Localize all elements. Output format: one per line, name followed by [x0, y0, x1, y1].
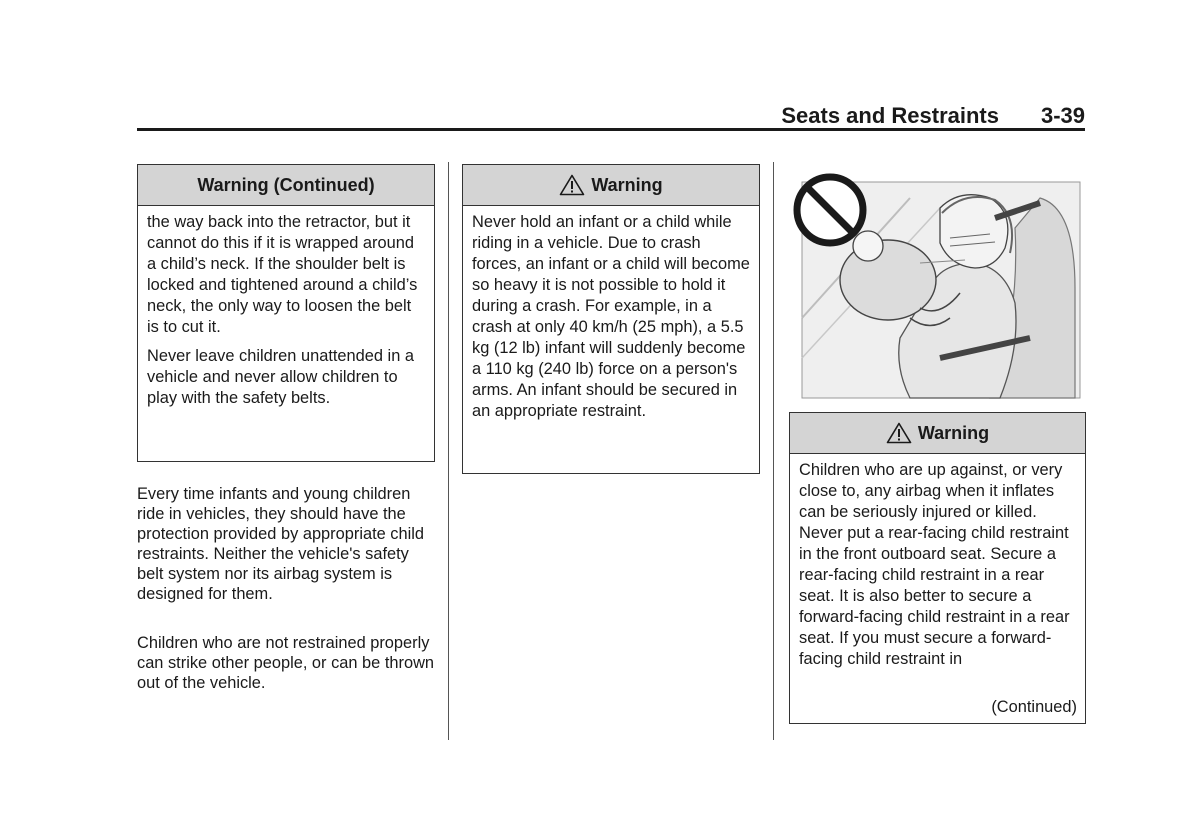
column-divider-1: [448, 162, 449, 740]
warning-airbag-header: [790, 413, 1085, 454]
warning-continued-text-1: the way back into the retractor, but it cannot do this if it is wrapped around a child’s neck. If the shoulder belt is locked and tightened around a child’s neck, the only way to loosen the belt is to cut it.: [147, 213, 418, 336]
warning-infant-text: Never hold an infant or a child while riding in a vehicle. Due to crash forces, an infant or a child will become so heavy it is not possible to hold it during a crash. For example, in a crash at only 40 km/h (25 mph), a 5.5 kg (12 lb) infant will suddenly become a 110 kg (240 lb) force on a person's arms. An infant should be secured in an appropriate restraint.: [472, 213, 750, 420]
no-holding-infant-illustration: [790, 168, 1082, 400]
continued-label: (Continued): [991, 698, 1077, 716]
warning-infant-title: Warning: [591, 174, 663, 195]
warning-triangle-icon: [886, 422, 912, 444]
warning-box-airbag: [789, 412, 1086, 724]
body-paragraph-1: Every time infants and young children ride in vehicles, they should have the protection provided by appropriate child restraints. Neither the vehicle's safety belt system nor its airbag system is designed for them.: [137, 485, 425, 603]
warning-box-infant: [462, 164, 760, 474]
warning-continued-body: [138, 206, 434, 409]
warning-airbag-text: Children who are up against, or very close to, any airbag when it inflates can be seriously injured or killed. Never put a rear-facing child restraint in the front outboard seat. Secure a rear-facing child restraint in a rear seat. It is also better to secure a forward-facing child restraint in a rear seat. If you must secure a forward-facing child restraint in: [799, 461, 1070, 668]
warning-infant-body: [463, 206, 759, 422]
header-rule: [137, 128, 1085, 131]
warning-continued-text-2: Never leave children unattended in a vehicle and never allow children to play with the safety belts.: [147, 347, 414, 407]
column-divider-2: [773, 162, 774, 740]
warning-triangle-icon: [559, 174, 585, 196]
warning-airbag-title: Warning: [917, 422, 990, 443]
page-header: [137, 100, 1085, 130]
warning-airbag-body: [790, 454, 1085, 670]
warning-continued-box: [137, 164, 435, 462]
section-title: Seats and Restraints: [781, 103, 999, 128]
warning-continued-title: Warning (Continued): [138, 165, 434, 206]
page-number: 3-39: [1040, 103, 1085, 128]
body-paragraph-2: Children who are not restrained properly can strike other people, or can be thrown out of the vehicle.: [137, 634, 435, 692]
warning-infant-header: [463, 165, 759, 206]
